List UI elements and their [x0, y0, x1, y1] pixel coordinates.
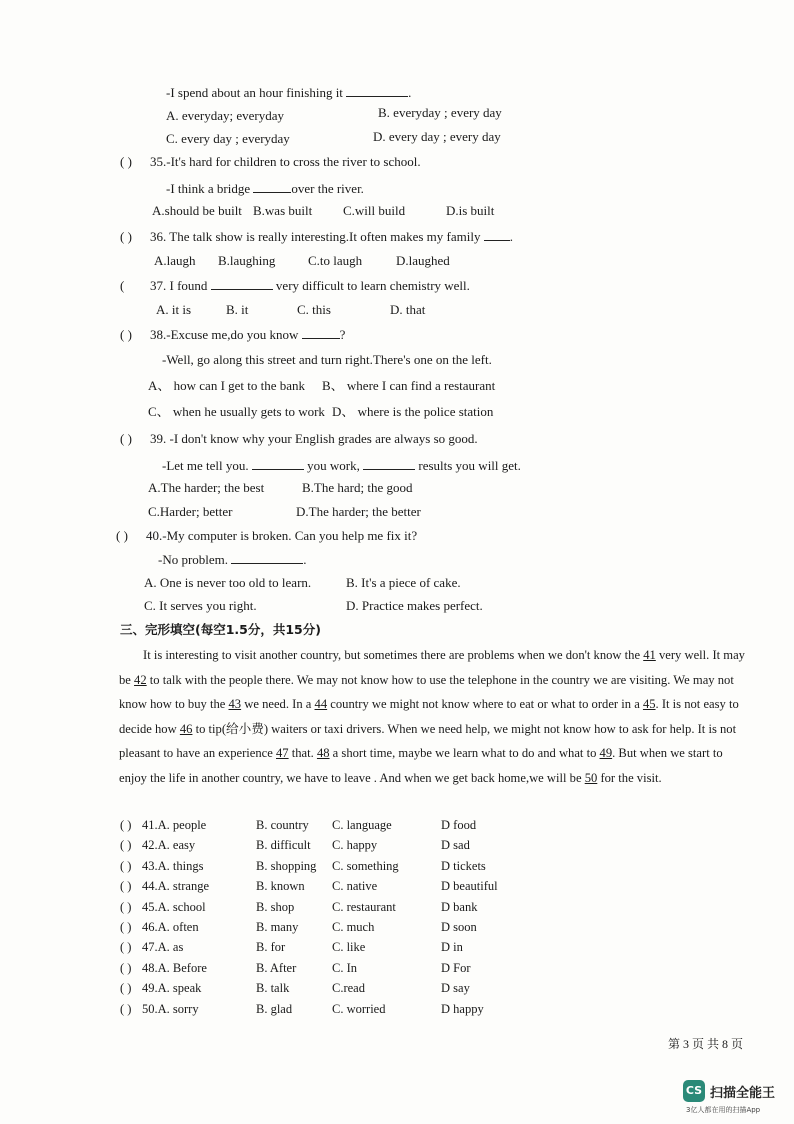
option-a: 46.A. often	[142, 920, 199, 934]
option-c: C.Harder; better	[148, 504, 233, 519]
option-c: C、 when he usually gets to work	[148, 404, 325, 419]
scanner-watermark	[683, 1080, 783, 1120]
option-c: C. happy	[332, 838, 378, 853]
option-c: C. restaurant	[332, 899, 396, 914]
option-b: B. difficult	[256, 838, 311, 853]
option-d: D. Practice makes perfect.	[346, 598, 483, 613]
option-b: B.The hard; the good	[302, 480, 413, 495]
blank-44: 44	[314, 697, 328, 711]
option-c: C.will build	[343, 203, 406, 218]
option-c: C. It serves you right.	[144, 598, 257, 613]
option-b: B.was built	[253, 203, 313, 218]
option-d: D food	[441, 818, 477, 832]
page-number: 第 3 页 共 8 页	[668, 1037, 744, 1051]
option-c: C. In	[332, 960, 357, 975]
option-a: A.laugh	[154, 253, 196, 268]
option-b: B. for	[256, 940, 286, 955]
option-a: 47.A. as	[142, 940, 184, 955]
q38-reply: -Well, go along this street and turn right.There's one on the left.	[162, 352, 492, 367]
scanner-tagline: 3亿人都在用的扫描App	[686, 1106, 761, 1114]
answer-paren: ( )	[120, 920, 132, 934]
option-b: B. talk	[256, 981, 290, 996]
option-c: C.to laugh	[308, 253, 363, 268]
answer-blank	[346, 84, 408, 97]
question-36: ( ) 36. The talk show is really interesting.It often makes my family .	[120, 229, 513, 244]
option-d: D For	[441, 960, 471, 975]
blank-48: 48	[316, 746, 330, 760]
answer-paren: ( )	[120, 1001, 132, 1016]
answer-blank	[484, 228, 510, 241]
answer-blank	[253, 180, 291, 193]
option-b: B. known	[256, 879, 305, 894]
option-c: C. something	[332, 858, 399, 873]
option-d: D. every day ; every day	[373, 129, 501, 144]
question-40: ( ) 40.-My computer is broken. Can you help me fix it?	[116, 528, 418, 543]
answer-paren: ( )	[120, 899, 132, 914]
cloze-passage	[119, 643, 751, 790]
answer-blank	[302, 326, 340, 339]
blank-42: 42	[134, 672, 147, 687]
blank-45: 45	[642, 697, 656, 711]
answer-paren: ( )	[120, 879, 132, 894]
option-a: 41.A. people	[142, 818, 207, 832]
option-d: D.laughed	[396, 253, 450, 268]
blank-49: 49	[599, 746, 613, 760]
question-37: ( 37. I found very difficult to learn chemistry well.	[120, 278, 470, 293]
answer-paren: ( )	[120, 981, 132, 996]
option-a: 49.A. speak	[142, 981, 202, 996]
option-a: 43.A. things	[142, 858, 204, 873]
scanner-name: 扫描全能王	[710, 1086, 776, 1101]
option-b: B. many	[256, 920, 299, 934]
question-35: ( ) 35.-It's hard for children to cross the river to school.	[120, 154, 421, 169]
option-b: B. everyday ; every day	[378, 105, 502, 120]
answer-blank	[363, 457, 415, 470]
q40-reply: -No problem. .	[158, 552, 307, 567]
option-c: C.read	[332, 981, 365, 996]
option-a: 44.A. strange	[142, 879, 209, 894]
section-title: 三、完形填空(每空1.5分，共15分)	[120, 622, 321, 637]
blank-46: 46	[179, 721, 193, 736]
option-d: D in	[441, 940, 463, 955]
option-d: D happy	[441, 1001, 484, 1016]
answer-paren: ( )	[120, 858, 132, 873]
option-a: A.The harder; the best	[148, 480, 265, 495]
option-d: D.The harder; the better	[296, 504, 421, 519]
option-d: D bank	[441, 899, 478, 914]
q35-reply: -I think a bridge over the river.	[166, 181, 364, 196]
blank-47: 47	[276, 746, 289, 760]
option-d: D、 where is the police station	[332, 404, 494, 419]
question-38: ( ) 38.-Excuse me,do you know ?	[120, 327, 346, 342]
cs-logo-icon: CS	[683, 1080, 705, 1102]
answer-blank	[211, 277, 273, 290]
option-b: B. country	[256, 818, 309, 832]
option-b: B. After	[256, 960, 297, 975]
option-a: A.should be built	[152, 203, 242, 218]
answer-paren: ( )	[120, 818, 132, 832]
option-a: 45.A. school	[142, 899, 206, 914]
option-b: B. glad	[256, 1001, 293, 1016]
option-c: C. much	[332, 920, 375, 934]
passage-text: It is interesting to visit another country, but sometimes there are problems when we don't know the 41 very well. It may be 42 to talk with the people there. We may not know how to use the telephone in the country we are visiting. We may not know how to buy the 43 we need. In a 44 country we might not know where to eat or what to order in a 45. It is not easy to decide how 46 to tip(给小费) waiters or taxi drivers. When we need help, we might not know how to ask for help. It is not pleasant to have an experience 47 that. 48 a short time, maybe we learn what to do and what to 49. But when we start to enjoy the life in another country, we have to leave . And when we get back home,we will be 50 for the visit.	[119, 648, 745, 785]
option-d: D. that	[390, 302, 426, 317]
answer-blank	[252, 457, 304, 470]
answer-blank	[231, 551, 303, 564]
answer-paren: ( )	[120, 838, 132, 853]
option-b: B. It's a piece of cake.	[346, 575, 461, 590]
blank-41: 41	[643, 648, 656, 662]
option-c: C. native	[332, 879, 378, 894]
option-d: D sad	[441, 838, 470, 853]
option-a: A. it is	[156, 302, 192, 317]
option-a: A. everyday; everyday	[166, 108, 285, 123]
option-b: B. shop	[256, 899, 295, 914]
option-a: A、 how can I get to the bank	[148, 378, 306, 393]
q39-reply: -Let me tell you. you work, results you will get.	[162, 458, 521, 473]
option-b: B. it	[226, 302, 249, 317]
option-d: D say	[441, 981, 470, 996]
option-b: B.laughing	[218, 253, 276, 268]
option-c: C. like	[332, 940, 366, 955]
option-a: 48.A. Before	[142, 960, 207, 975]
option-b: B、 where I can find a restaurant	[322, 378, 496, 393]
blank-43: 43	[228, 697, 242, 711]
question-39: ( ) 39. -I don't know why your English grades are always so good.	[120, 431, 478, 446]
blank-50: 50	[584, 770, 598, 785]
q34-reply: -I spend about an hour finishing it .	[166, 85, 412, 100]
answer-paren: ( )	[120, 960, 132, 975]
option-a: 42.A. easy	[142, 838, 196, 853]
option-b: B. shopping	[256, 858, 317, 873]
option-c: C. worried	[332, 1001, 386, 1016]
option-c: C. language	[332, 818, 392, 832]
option-d: D tickets	[441, 858, 486, 873]
option-d: D soon	[441, 920, 477, 934]
option-c: C. every day ; everyday	[166, 131, 290, 146]
option-a: A. One is never too old to learn.	[144, 575, 312, 590]
option-d: D.is built	[446, 203, 495, 218]
answer-paren: ( )	[120, 940, 132, 955]
option-a: 50.A. sorry	[142, 1001, 199, 1016]
option-c: C. this	[297, 302, 331, 317]
option-d: D beautiful	[441, 879, 498, 894]
